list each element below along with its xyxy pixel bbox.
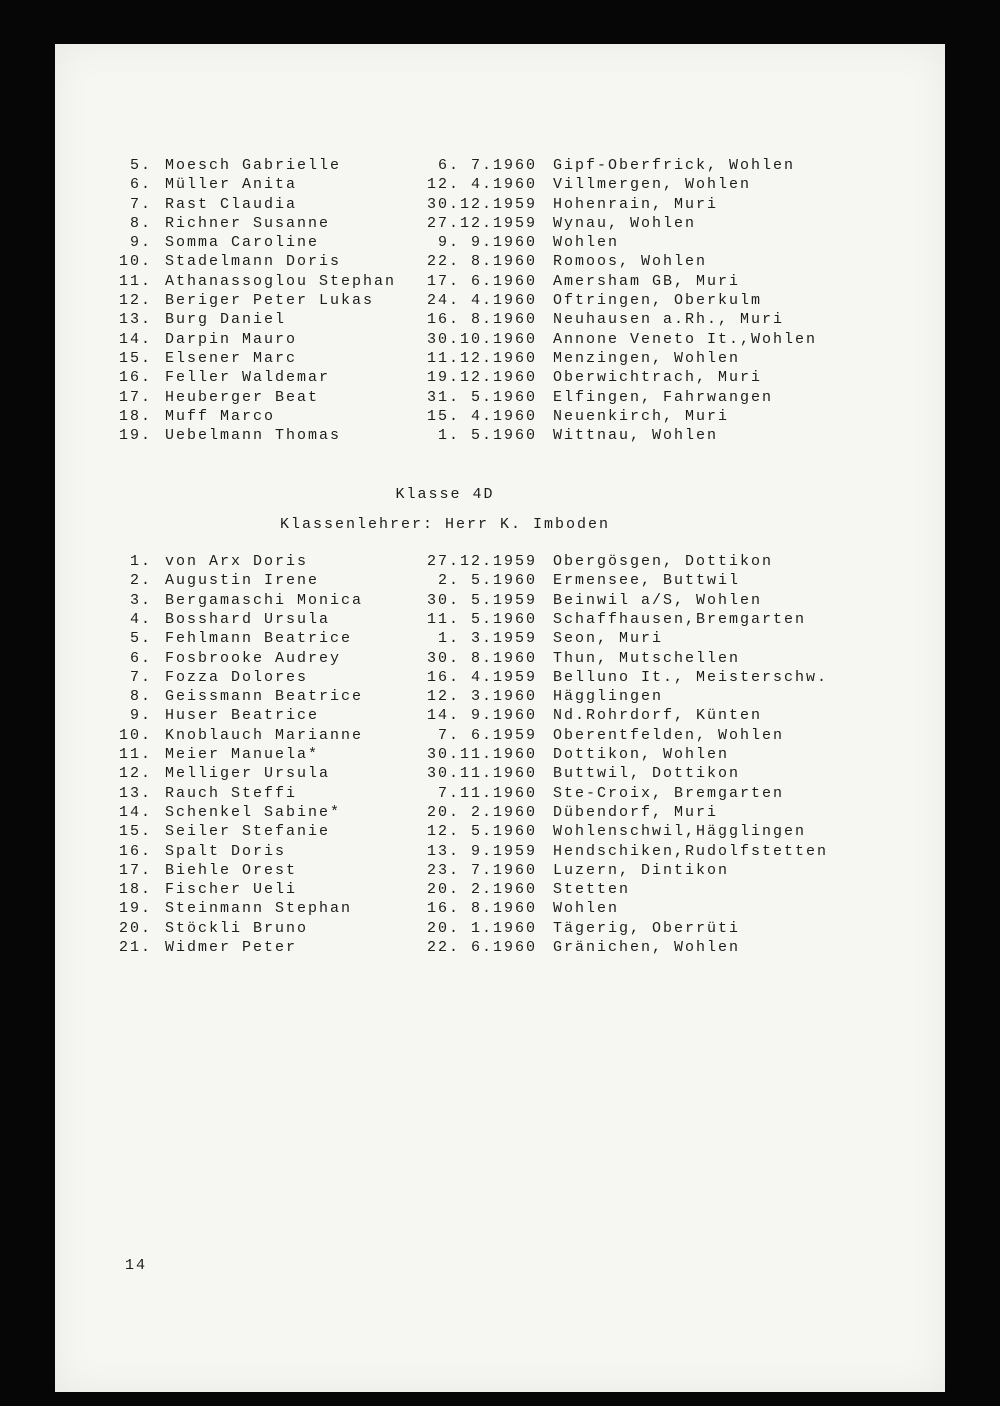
place-of-origin: Ste-Croix, Bremgarten [553, 784, 785, 802]
birth-date: 11.12.1960 [426, 349, 537, 367]
student-number: 12. [118, 292, 152, 310]
student-name: Biehle Orest [165, 861, 298, 879]
page-content [55, 44, 945, 957]
student-name: Augustin Irene [165, 572, 320, 590]
place-of-origin: Wohlen [553, 900, 620, 918]
birth-date: 13. 9.1959 [426, 842, 537, 860]
birth-date: 12. 4.1960 [426, 176, 537, 194]
place-of-origin: Nd.Rohrdorf, Künten [553, 707, 763, 725]
student-name: Fehlmann Beatrice [165, 630, 353, 648]
place-of-origin: Annone Veneto It.,Wohlen [553, 330, 818, 348]
student-row [115, 291, 945, 310]
student-name: Uebelmann Thomas [165, 427, 342, 445]
birth-date: 16. 8.1960 [426, 311, 537, 329]
student-name: Athanassoglou Stephan [165, 272, 397, 290]
birth-date: 19.12.1960 [426, 369, 537, 387]
place-of-origin: Gipf-Oberfrick, Wohlen [553, 157, 796, 174]
birth-date: 22. 6.1960 [426, 938, 537, 956]
birth-date: 24. 4.1960 [426, 292, 537, 310]
student-row [115, 610, 945, 629]
student-row [115, 687, 945, 706]
student-row [115, 571, 945, 590]
student-name: Beriger Peter Lukas [165, 292, 375, 310]
student-name: Heuberger Beat [165, 388, 320, 406]
birth-date: 22. 8.1960 [426, 253, 537, 271]
birth-date: 7.11.1960 [437, 784, 537, 802]
teacher-line: Klassenlehrer: Herr K. Imboden [279, 515, 611, 533]
student-row [115, 803, 945, 822]
place-of-origin: Obergösgen, Dottikon [553, 553, 774, 571]
student-row [115, 195, 945, 214]
student-list-klasse-4d [115, 552, 945, 957]
class-title: Klasse 4D [395, 486, 495, 504]
birth-date: 30.11.1960 [426, 746, 537, 764]
birth-date: 12. 5.1960 [426, 823, 537, 841]
place-of-origin: Wittnau, Wohlen [553, 427, 719, 445]
student-name: Rauch Steffi [165, 784, 298, 802]
place-of-origin: Oberwichtrach, Muri [553, 369, 763, 387]
student-number: 5. [129, 157, 152, 174]
student-number: 17. [118, 861, 152, 879]
student-name: Feller Waldemar [165, 369, 331, 387]
place-of-origin: Neuenkirch, Muri [553, 407, 730, 425]
student-number: 17. [118, 388, 152, 406]
student-name: Burg Daniel [165, 311, 287, 329]
student-name: Schenkel Sabine* [165, 803, 342, 821]
student-number: 19. [118, 900, 152, 918]
birth-date: 16. 4.1959 [426, 668, 537, 686]
student-name: Huser Beatrice [165, 707, 320, 725]
student-number: 4. [129, 610, 152, 628]
student-row [115, 842, 945, 861]
student-row [115, 252, 945, 271]
student-number: 11. [118, 746, 152, 764]
student-name: Somma Caroline [165, 234, 320, 252]
student-name: Fosbrooke Audrey [165, 649, 342, 667]
place-of-origin: Gränichen, Wohlen [553, 938, 741, 956]
place-of-origin: Amersham GB, Muri [553, 272, 741, 290]
birth-date: 2. 5.1960 [437, 572, 537, 590]
place-of-origin: Ermensee, Buttwil [553, 572, 741, 590]
place-of-origin: Oberentfelden, Wohlen [553, 726, 785, 744]
student-name: Stöckli Bruno [165, 919, 309, 937]
student-row [115, 349, 945, 368]
student-number: 10. [118, 726, 152, 744]
birth-date: 9. 9.1960 [437, 234, 537, 252]
page-number: 14 [125, 1257, 148, 1274]
student-number: 11. [118, 272, 152, 290]
place-of-origin: Stetten [553, 881, 631, 899]
student-row [115, 310, 945, 329]
student-name: Fischer Ueli [165, 881, 298, 899]
student-row [115, 919, 945, 938]
student-number: 20. [118, 919, 152, 937]
student-name: Rast Claudia [165, 195, 298, 213]
student-row [115, 175, 945, 194]
student-name: Widmer Peter [165, 938, 298, 956]
student-name: Müller Anita [165, 176, 298, 194]
student-name: Knoblauch Marianne [165, 726, 364, 744]
student-row [115, 368, 945, 387]
section-heading [115, 485, 775, 534]
birth-date: 30.12.1959 [426, 195, 537, 213]
student-number: 15. [118, 823, 152, 841]
student-number: 7. [129, 668, 152, 686]
place-of-origin: Menzingen, Wohlen [553, 349, 741, 367]
birth-date: 23. 7.1960 [426, 861, 537, 879]
student-number: 9. [129, 707, 152, 725]
student-name: Steinmann Stephan [165, 900, 353, 918]
document-page [55, 44, 945, 1392]
birth-date: 1. 5.1960 [437, 427, 537, 445]
student-number: 2. [129, 572, 152, 590]
student-row [115, 156, 945, 175]
student-row [115, 552, 945, 571]
student-name: Melliger Ursula [165, 765, 331, 783]
student-name: Bergamaschi Monica [165, 591, 364, 609]
place-of-origin: Hägglingen [553, 688, 664, 706]
place-of-origin: Buttwil, Dottikon [553, 765, 741, 783]
student-row [115, 214, 945, 233]
student-name: Meier Manuela* [165, 746, 320, 764]
student-number: 10. [118, 253, 152, 271]
student-number: 6. [129, 176, 152, 194]
student-number: 8. [129, 214, 152, 232]
place-of-origin: Wohlenschwil,Hägglingen [553, 823, 807, 841]
birth-date: 6. 7.1960 [437, 157, 537, 174]
student-name: Bosshard Ursula [165, 610, 331, 628]
birth-date: 7. 6.1959 [437, 726, 537, 744]
student-row [115, 629, 945, 648]
place-of-origin: Seon, Muri [553, 630, 664, 648]
student-name: Darpin Mauro [165, 330, 298, 348]
student-row [115, 591, 945, 610]
student-number: 19. [118, 427, 152, 445]
place-of-origin: Romoos, Wohlen [553, 253, 708, 271]
student-row [115, 764, 945, 783]
student-number: 15. [118, 349, 152, 367]
birth-date: 30. 8.1960 [426, 649, 537, 667]
student-name: Seiler Stefanie [165, 823, 331, 841]
birth-date: 27.12.1959 [426, 553, 537, 571]
birth-date: 31. 5.1960 [426, 388, 537, 406]
place-of-origin: Villmergen, Wohlen [553, 176, 752, 194]
birth-date: 15. 4.1960 [426, 407, 537, 425]
student-number: 12. [118, 765, 152, 783]
place-of-origin: Luzern, Dintikon [553, 861, 730, 879]
student-number: 1. [129, 553, 152, 571]
student-name: Richner Susanne [165, 214, 331, 232]
student-name: Muff Marco [165, 407, 276, 425]
student-name: Spalt Doris [165, 842, 287, 860]
place-of-origin: Wynau, Wohlen [553, 214, 697, 232]
place-of-origin: Oftringen, Oberkulm [553, 292, 763, 310]
student-number: 13. [118, 784, 152, 802]
student-row [115, 407, 945, 426]
student-name: Moesch Gabrielle [165, 157, 342, 174]
student-number: 13. [118, 311, 152, 329]
student-number: 18. [118, 407, 152, 425]
birth-date: 12. 3.1960 [426, 688, 537, 706]
place-of-origin: Hendschiken,Rudolfstetten [553, 842, 829, 860]
student-name: Stadelmann Doris [165, 253, 342, 271]
birth-date: 16. 8.1960 [426, 900, 537, 918]
student-name: Fozza Dolores [165, 668, 309, 686]
student-number: 14. [118, 803, 152, 821]
student-row [115, 861, 945, 880]
student-name: Elsener Marc [165, 349, 298, 367]
birth-date: 20. 1.1960 [426, 919, 537, 937]
place-of-origin: Elfingen, Fahrwangen [553, 388, 774, 406]
student-name: Geissmann Beatrice [165, 688, 364, 706]
student-number: 8. [129, 688, 152, 706]
student-list-previous-class [115, 156, 945, 445]
student-number: 6. [129, 649, 152, 667]
birth-date: 14. 9.1960 [426, 707, 537, 725]
student-row [115, 233, 945, 252]
birth-date: 17. 6.1960 [426, 272, 537, 290]
student-number: 9. [129, 234, 152, 252]
student-number: 21. [118, 938, 152, 956]
student-row [115, 899, 945, 918]
place-of-origin: Tägerig, Oberrüti [553, 919, 741, 937]
student-row [115, 726, 945, 745]
place-of-origin: Dübendorf, Muri [553, 803, 719, 821]
student-number: 14. [118, 330, 152, 348]
student-row [115, 706, 945, 725]
student-row [115, 668, 945, 687]
birth-date: 20. 2.1960 [426, 803, 537, 821]
place-of-origin: Wohlen [553, 234, 620, 252]
student-row [115, 745, 945, 764]
student-name: von Arx Doris [165, 553, 309, 571]
birth-date: 1. 3.1959 [437, 630, 537, 648]
place-of-origin: Schaffhausen,Bremgarten [553, 610, 807, 628]
place-of-origin: Neuhausen a.Rh., Muri [553, 311, 785, 329]
student-number: 16. [118, 842, 152, 860]
birth-date: 27.12.1959 [426, 214, 537, 232]
place-of-origin: Beinwil a/S, Wohlen [553, 591, 763, 609]
student-row [115, 880, 945, 899]
birth-date: 30.11.1960 [426, 765, 537, 783]
birth-date: 30.10.1960 [426, 330, 537, 348]
student-number: 7. [129, 195, 152, 213]
student-row [115, 649, 945, 668]
student-row [115, 388, 945, 407]
student-row [115, 330, 945, 349]
student-row [115, 938, 945, 957]
student-number: 3. [129, 591, 152, 609]
student-number: 5. [129, 630, 152, 648]
student-row [115, 272, 945, 291]
place-of-origin: Hohenrain, Muri [553, 195, 719, 213]
student-row [115, 784, 945, 803]
place-of-origin: Belluno It., Meisterschw. [553, 668, 829, 686]
birth-date: 20. 2.1960 [426, 881, 537, 899]
place-of-origin: Thun, Mutschellen [553, 649, 741, 667]
student-row [115, 822, 945, 841]
student-number: 16. [118, 369, 152, 387]
place-of-origin: Dottikon, Wohlen [553, 746, 730, 764]
student-number: 18. [118, 881, 152, 899]
birth-date: 30. 5.1959 [426, 591, 537, 609]
student-row [115, 426, 945, 445]
birth-date: 11. 5.1960 [426, 610, 537, 628]
